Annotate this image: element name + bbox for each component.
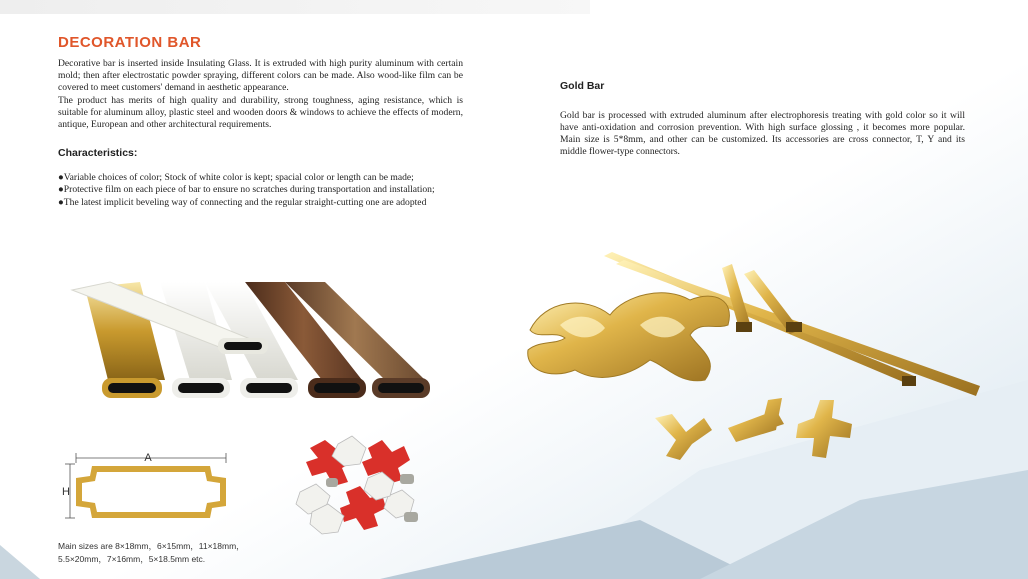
gold-bar-description: Gold bar is processed with extruded aluminum after electrophoresis treating with gold color so it will have anti-oxidation and corrosion prevention. With high surface glossing , it becomes more popular. Main size is 5*8mm, and other can be customized. Its accessories are cross connector, T, Y and its middle flower-type connectors. xyxy=(560,110,965,157)
characteristic-item: ●The latest implicit beveling way of connecting and the regular straight-cutting one are adopted xyxy=(58,196,427,208)
dimension-label-a: A xyxy=(144,452,152,464)
sizes-line-2: 5.5×20mm，7×16mm，5×18.5mm etc. xyxy=(58,554,206,564)
dimension-label-h: H xyxy=(62,486,70,498)
decoration-bar-title: DECORATION BAR xyxy=(58,34,202,51)
characteristic-item: ●Variable choices of color; Stock of white color is kept; spacial color or length can be made; xyxy=(58,172,414,183)
decoration-description-paragraph-1: Decorative bar is inserted inside Insulating Glass. It is extruded with high purity aluminum with certain mold; then after electrostatic powder spraying, different colors can be made. Also wood-like film can be covered to meet customers' demand in aesthetic appearance. xyxy=(58,58,463,93)
sizes-line-1: Main sizes are 8×18mm，6×15mm，11×18mm， xyxy=(58,541,245,551)
characteristics-heading: Characteristics: xyxy=(58,147,138,159)
characteristic-item: ●Protective film on each piece of bar to ensure no scratches during transportation and installation; xyxy=(58,184,435,196)
main-sizes-text xyxy=(58,540,245,566)
decoration-description-paragraph-2: The product has merits of high quality and durability, strong toughness, aging resistance, which is suitable for aluminum alloy, plastic steel and wooden doors & windows to achieve the effects of modern, antique, European and other architectural requirements. xyxy=(58,95,463,130)
gold-bar-heading: Gold Bar xyxy=(560,80,605,92)
characteristics-list xyxy=(58,172,488,209)
